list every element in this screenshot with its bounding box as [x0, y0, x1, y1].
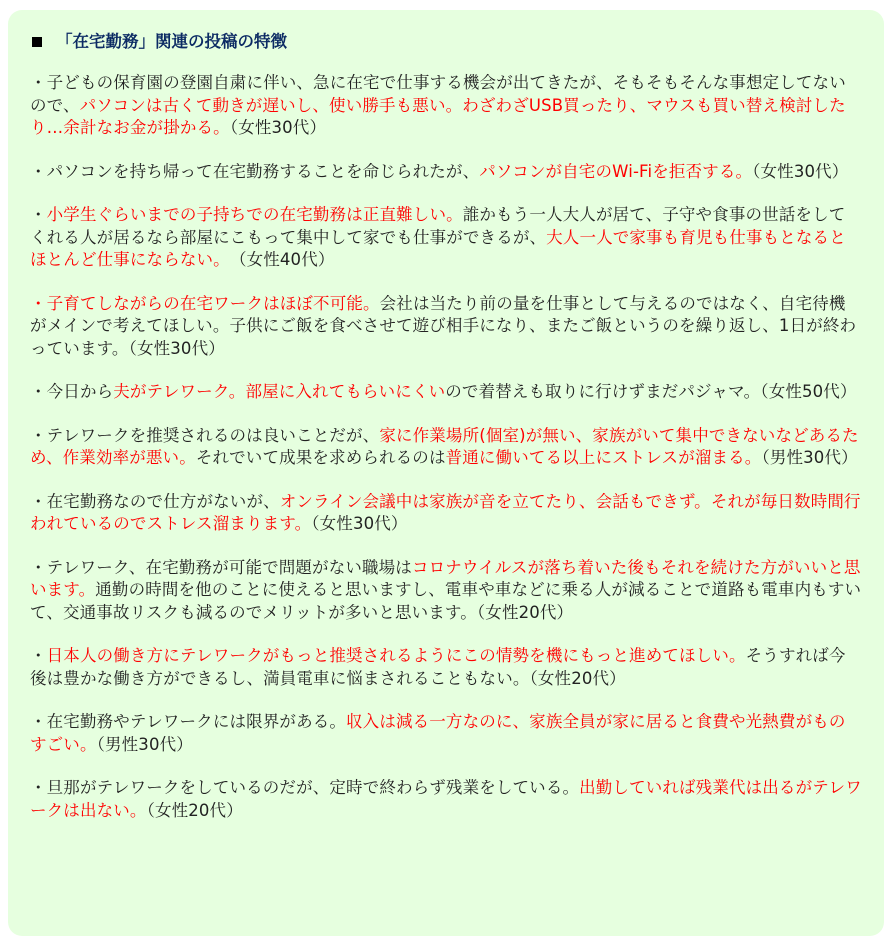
- highlighted-text: 小学生ぐらいまでの子持ちでの在宅勤務は正直難しい。: [46, 205, 463, 224]
- post-text: ので着替えも取りに行けずまだパジャマ。（女性50代）: [445, 382, 857, 401]
- post-item: [30, 293, 862, 361]
- post-text: ・旦那がテレワークをしているのだが、定時で終わらず残業をしている。: [30, 778, 580, 797]
- post-item: [30, 72, 862, 140]
- post-text: ・テレワーク、在宅勤務が可能で問題がない職場は: [30, 557, 412, 577]
- post-item: [30, 777, 862, 822]
- highlighted-text: 夫がテレワーク。部屋に入れてもらいにくい: [113, 382, 446, 401]
- post-item: [30, 711, 862, 756]
- post-text: そうすれば今後は豊かな働き方ができるし、満員電車に悩まされることもない。（女性20代）: [30, 646, 846, 688]
- post-text: （男性30代）: [96, 734, 193, 754]
- post-text: （女性30代）: [752, 161, 849, 181]
- posts-list: [30, 72, 862, 822]
- highlighted-text: 普通に働いてる以上にストレスが溜まる。: [445, 448, 762, 467]
- post-text: 通勤の時間を他のことに使えると思いますし、電車や車などに乗る人が減ることで道路も電車内もすいて、交通事故リスクも減るのでメリットが多いと思います。（女性20代）: [30, 580, 862, 622]
- highlighted-text: コロナウイルスが落ち着いた後もそれを続けた方がいいと思います。: [30, 557, 861, 599]
- section-heading: [30, 32, 862, 52]
- post-text: ・: [30, 646, 47, 665]
- highlighted-text: オンライン会議中は家族が音を立てたり、会話もできず。それが毎日数時間行われているのでストレス溜まります。: [30, 491, 861, 533]
- highlighted-text: 家に作業場所(個室)が無い、家族がいて集中できないなどあるため、作業効率が悪い。: [30, 425, 859, 467]
- post-item: [30, 645, 862, 690]
- post-text: ・在宅勤務やテレワークには限界がある。: [30, 712, 347, 731]
- highlighted-text: 出勤していれば残業代は出るがテレワークは出ない。: [30, 778, 862, 820]
- highlighted-text: 収入は減る一方なのに、家族全員が家に居ると食費や光熱費がものすごい。: [30, 712, 846, 754]
- post-text: ・今日から: [30, 382, 114, 401]
- post-text: （女性30代）: [229, 118, 327, 137]
- post-text: ・在宅勤務なので仕方がないが、: [30, 491, 280, 511]
- post-text: （女性20代）: [146, 800, 243, 820]
- post-text: それでいて成果を求められるのは: [195, 448, 446, 467]
- post-text: （女性30代）: [311, 514, 408, 533]
- post-text: 会社は当たり前の量を仕事として与えるのではなく、自宅待機がメインで考えてほしい。子供にご飯を食べさせて遊び相手になり、またご飯というのを繰り返し、1日が終わっています。（女性30代）: [30, 293, 857, 358]
- posts-card: [8, 10, 884, 936]
- highlighted-text: パソコンは古くて動きが遅いし、使い勝手も悪い。わざわざUSB買ったり、マウスも買い替え検討したり…余計なお金が掛かる。: [30, 95, 846, 137]
- post-text: （男性30代）: [761, 448, 858, 467]
- highlighted-text: パソコンが自宅のWi-Fiを拒否する。: [479, 161, 753, 181]
- post-text: ・子どもの保育園の登園自粛に伴い、急に在宅で仕事する機会が出てきたが、そもそもそんな事想定してないので、: [30, 73, 846, 115]
- post-text: ・: [30, 205, 47, 224]
- post-text: ・テレワークを推奨されるのは良いことだが、: [30, 425, 380, 445]
- post-text: 誰かもう一人大人が居て、子守や食事の世話をしてくれる人が居るなら部屋にこもって集中して家でも仕事ができるが、: [30, 205, 846, 247]
- highlighted-text: 大人一人で家事も育児も仕事もとなるとほとんど仕事にならない。: [30, 227, 846, 269]
- post-item: [30, 557, 862, 625]
- post-item: [30, 491, 862, 536]
- post-item: [30, 381, 862, 404]
- post-item: [30, 204, 862, 272]
- post-item: [30, 425, 862, 470]
- section-title: 「在宅勤務」関連の投稿の特徴: [56, 32, 287, 51]
- post-text: （女性40代）: [221, 250, 335, 269]
- highlighted-text: 日本人の働き方にテレワークがもっと推奨されるようにこの情勢を機にもっと進めてほしい。: [46, 646, 746, 665]
- highlighted-text: ・子育てしながらの在宅ワークはほぼ不可能。: [30, 293, 380, 313]
- post-item: [30, 161, 862, 184]
- black-square-icon: [32, 37, 42, 47]
- post-text: ・パソコンを持ち帰って在宅勤務することを命じられたが、: [30, 161, 480, 181]
